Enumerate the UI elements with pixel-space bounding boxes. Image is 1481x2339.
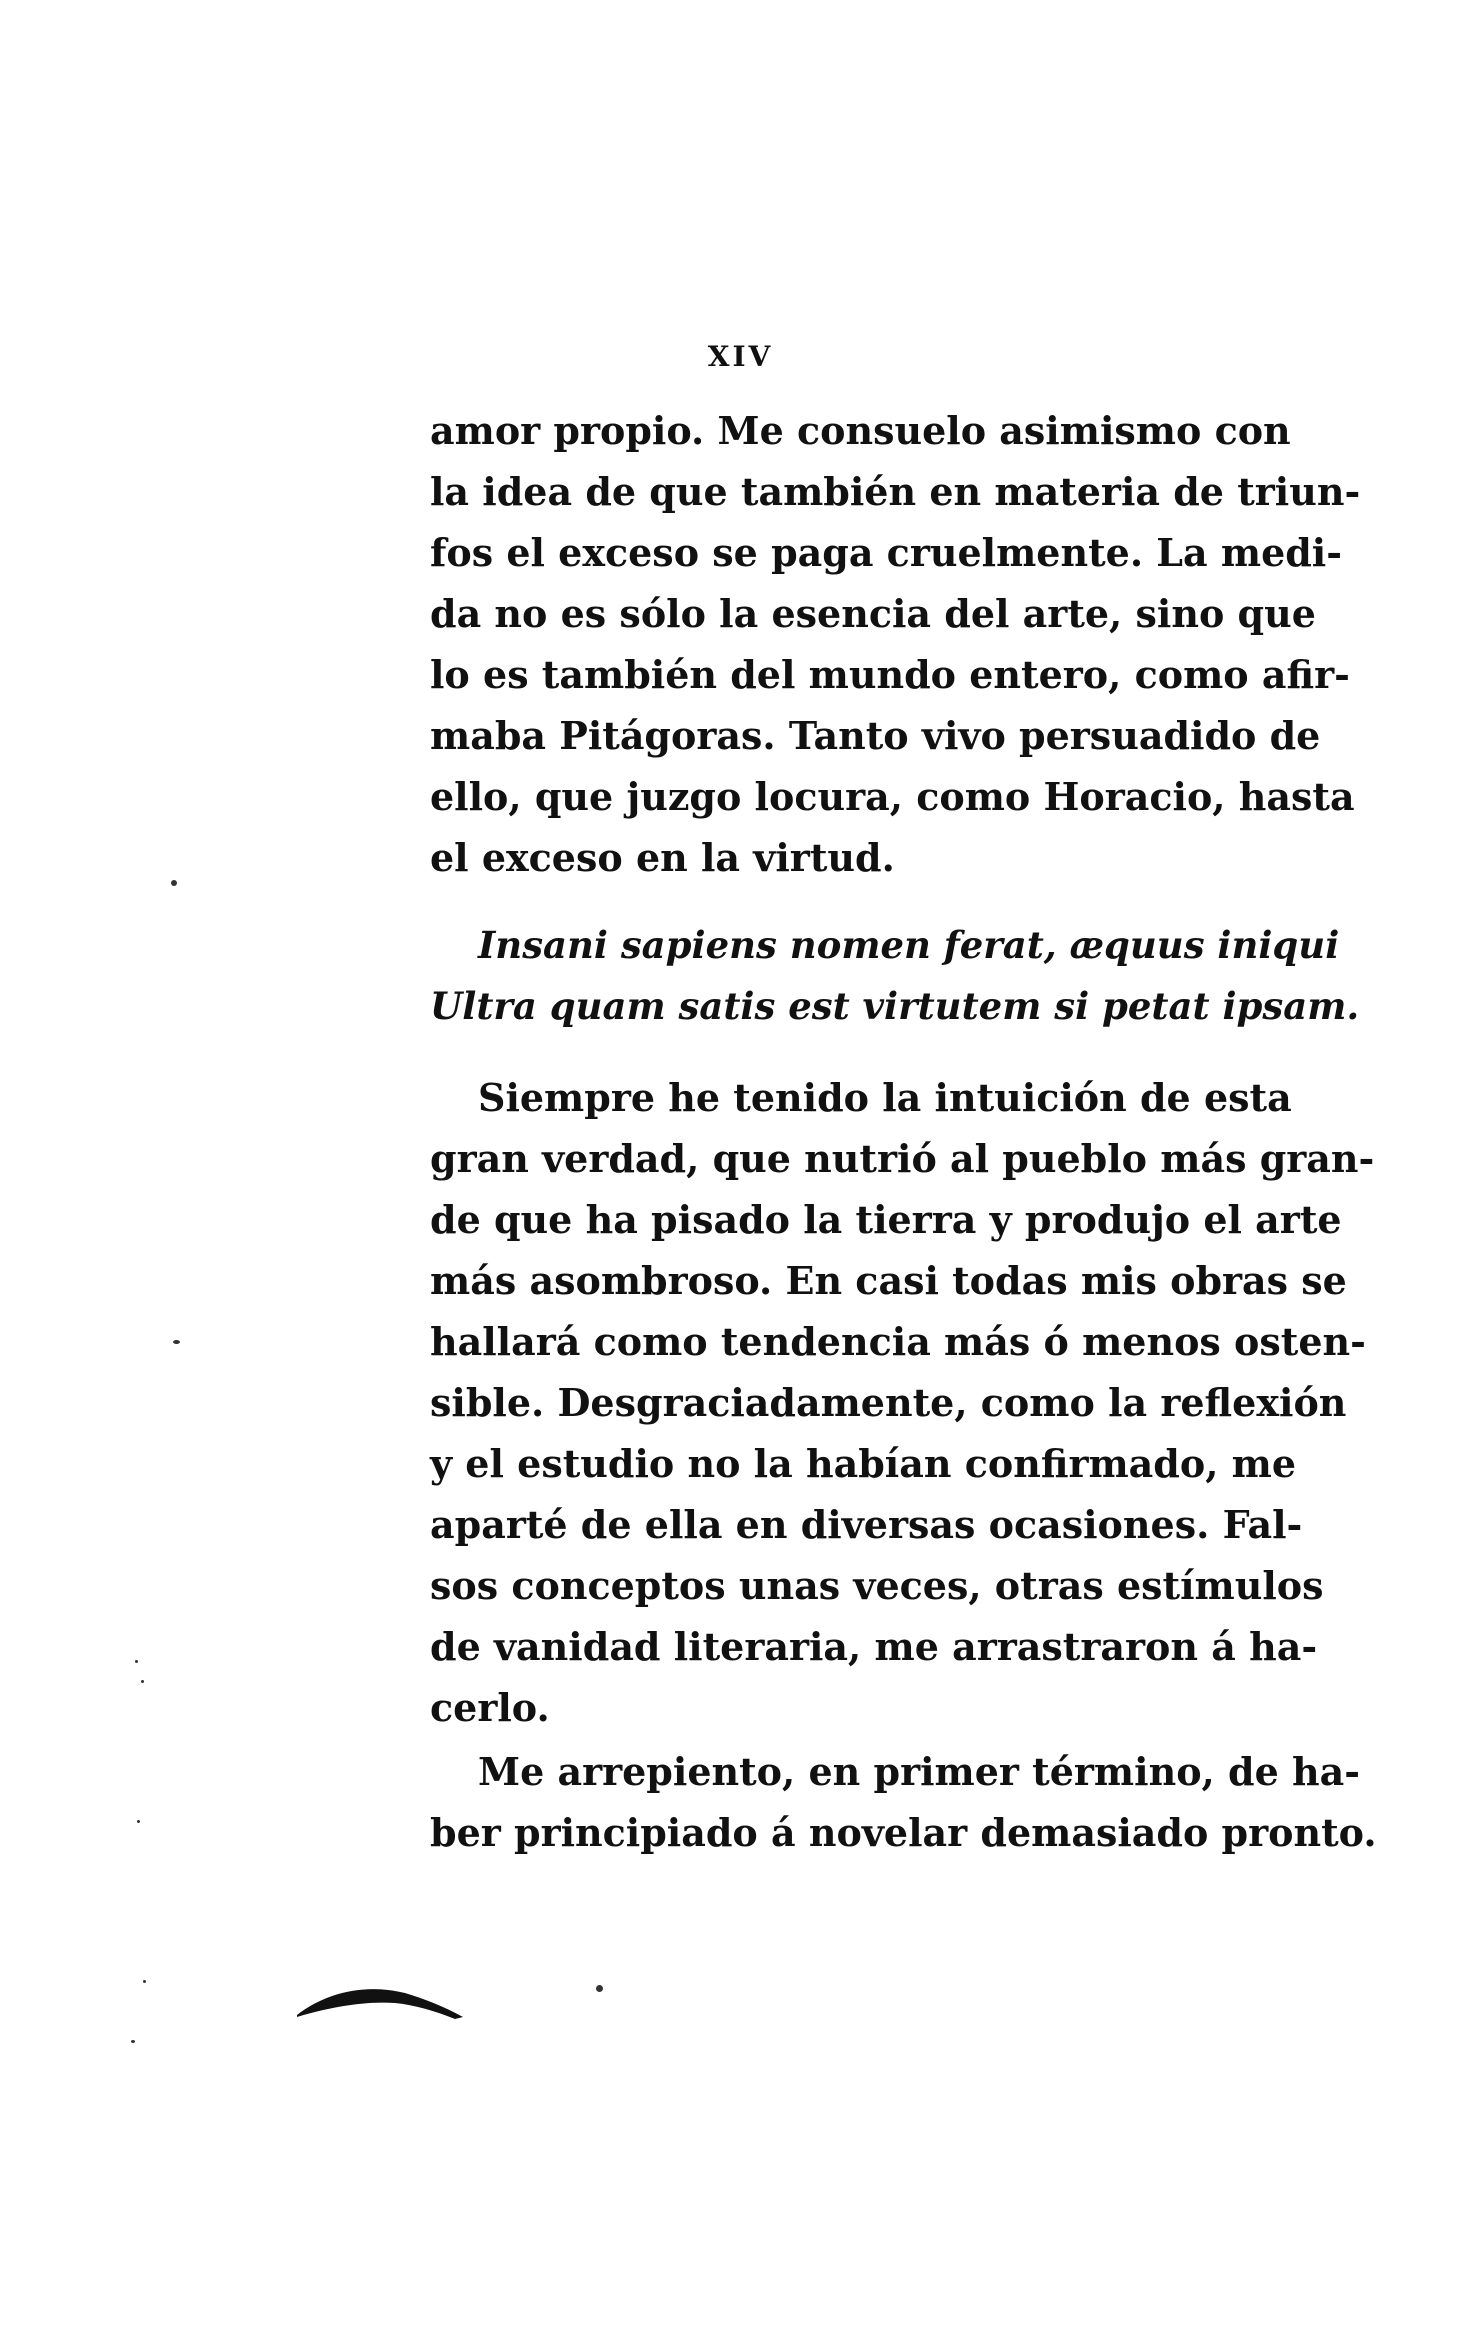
ink-speck xyxy=(171,880,177,886)
quote-line: Insani sapiens nomen ferat, æquus iniqui xyxy=(478,923,1340,967)
page-number: XIV xyxy=(707,340,774,373)
ink-speck xyxy=(137,1820,140,1823)
paragraph-1 xyxy=(430,400,1361,888)
text-line: hallará como tendencia más ó menos osten- xyxy=(430,1319,1366,1364)
ink-swash-mark xyxy=(295,1975,465,2020)
ink-speck xyxy=(141,1680,144,1683)
quote-line: Ultra quam satis est virtutem si petat ipsam. xyxy=(430,984,1360,1028)
text-line: maba Pitágoras. Tanto vivo persuadido de xyxy=(430,713,1321,758)
text-line: amor propio. Me consuelo asimismo con xyxy=(430,408,1291,453)
text-line: da no es sólo la esencia del arte, sino que xyxy=(430,591,1316,636)
text-line: Me arrepiento, en primer término, de ha- xyxy=(478,1749,1360,1794)
text-line: gran verdad, que nutrió al pueblo más gran- xyxy=(430,1136,1375,1181)
text-line: el exceso en la virtud. xyxy=(430,835,895,880)
text-line: fos el exceso se paga cruelmente. La medi- xyxy=(430,530,1343,575)
text-line: sible. Desgraciadamente, como la reflexión xyxy=(430,1380,1347,1425)
paragraph-3 xyxy=(430,1741,1377,1863)
text-line: más asombroso. En casi todas mis obras se xyxy=(430,1258,1347,1303)
text-line: de vanidad literaria, me arrastraron á ha- xyxy=(430,1624,1318,1669)
text-line: la idea de que también en materia de triun- xyxy=(430,469,1361,514)
paragraph-2 xyxy=(430,1067,1375,1738)
text-line: de que ha pisado la tierra y produjo el arte xyxy=(430,1197,1342,1242)
ink-speck xyxy=(596,1985,603,1992)
text-line: y el estudio no la habían confirmado, me xyxy=(430,1441,1297,1486)
ink-speck xyxy=(143,1980,146,1983)
text-line: Siempre he tenido la intuición de esta xyxy=(478,1075,1292,1120)
ink-speck xyxy=(131,2040,135,2043)
text-line: ello, que juzgo locura, como Horacio, hasta xyxy=(430,774,1355,819)
text-line: sos conceptos unas veces, otras estímulos xyxy=(430,1563,1324,1608)
ink-speck xyxy=(173,1340,180,1344)
ink-speck xyxy=(135,1660,138,1663)
text-line: aparté de ella en diversas ocasiones. Fal- xyxy=(430,1502,1303,1547)
text-line: cerlo. xyxy=(430,1685,550,1730)
text-line: lo es también del mundo entero, como afir- xyxy=(430,652,1350,697)
text-line: ber principiado á novelar demasiado pronto. xyxy=(430,1810,1377,1855)
latin-quote xyxy=(430,915,1360,1037)
